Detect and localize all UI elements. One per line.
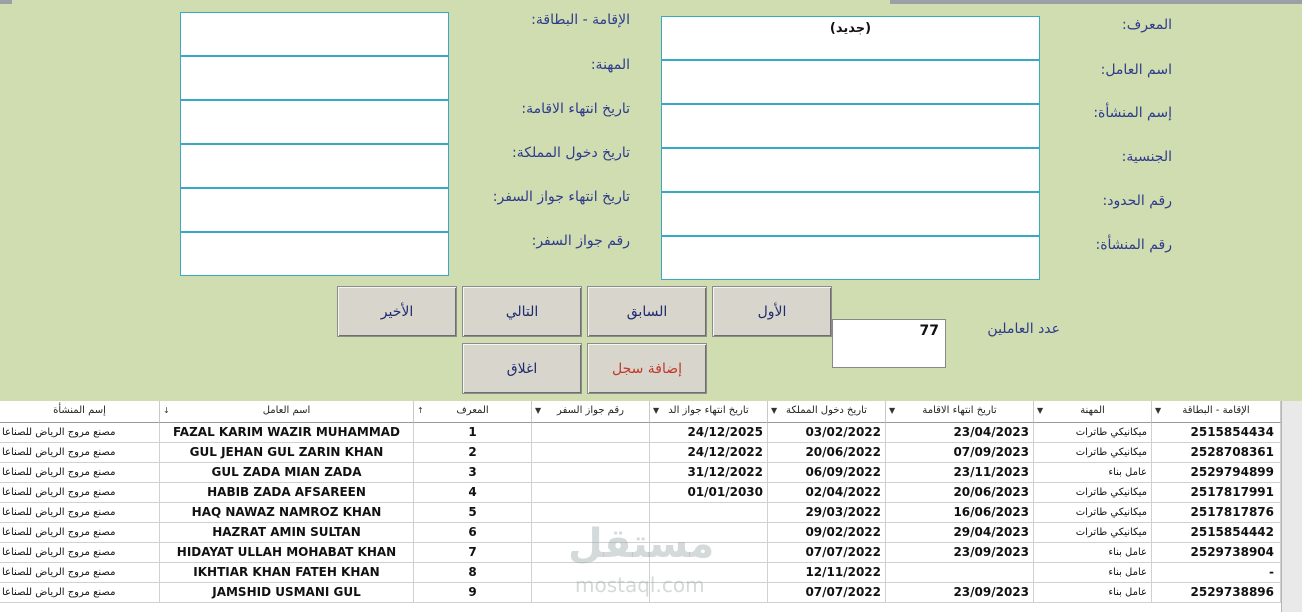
table-cell-profession[interactable]: عامل بناء [1034, 543, 1152, 563]
window-edge-left [0, 0, 12, 4]
border-number-field[interactable] [661, 192, 1040, 236]
table-cell-iqama_expiry[interactable]: 23/09/2023 [886, 583, 1034, 603]
table-cell-iqama[interactable]: 2529738904 [1152, 543, 1281, 563]
id-field[interactable] [661, 16, 1040, 60]
label-nationality: الجنسية: [1121, 149, 1172, 165]
table-cell-name[interactable]: JAMSHID USMANI GUL [160, 583, 414, 603]
table-cell-passport_number[interactable] [532, 503, 650, 523]
table-cell-iqama[interactable]: 2517817991 [1152, 483, 1281, 503]
table-cell-facility[interactable]: مصنع مروج الرياض للصناعا [0, 503, 160, 523]
table-cell-iqama_expiry[interactable]: 29/04/2023 [886, 523, 1034, 543]
table-cell-iqama_expiry[interactable]: 23/11/2023 [886, 463, 1034, 483]
header-profession[interactable]: المهنة ▼ [1034, 401, 1152, 423]
table-cell-facility[interactable]: مصنع مروج الرياض للصناعا [0, 483, 160, 503]
table-cell-passport_expiry[interactable]: 24/12/2025 [650, 423, 768, 443]
first-record-button[interactable]: الأول [712, 286, 832, 337]
table-cell-passport_expiry[interactable]: 01/01/2030 [650, 483, 768, 503]
label-passport-expiry: تاريخ انتهاء جواز السفر: [492, 189, 630, 205]
iqama-expiry-field[interactable] [180, 100, 449, 144]
label-iqama-expiry: تاريخ انتهاء الاقامة: [521, 101, 630, 117]
table-cell-passport_number[interactable] [532, 463, 650, 483]
records-datasheet [0, 401, 1302, 612]
table-cell-facility[interactable]: مصنع مروج الرياض للصناعا [0, 583, 160, 603]
table-cell-id[interactable]: 6 [414, 523, 532, 543]
table-cell-id[interactable]: 7 [414, 543, 532, 563]
table-cell-kingdom_entry[interactable]: 02/04/2022 [768, 483, 886, 503]
label-iqama-card: الإقامة - البطاقة: [531, 12, 630, 28]
previous-record-button[interactable]: السابق [587, 286, 707, 337]
header-worker-name[interactable]: اسم العامل ↓ [160, 401, 414, 423]
label-id: المعرف: [1122, 17, 1172, 33]
id-value: (جديد) [829, 21, 872, 36]
facility-name-field[interactable] [661, 104, 1040, 148]
worker-name-field[interactable] [661, 60, 1040, 104]
sort-ascending-icon[interactable]: ↑ [417, 406, 424, 415]
table-cell-id[interactable]: 4 [414, 483, 532, 503]
table-cell-profession[interactable]: عامل بناء [1034, 583, 1152, 603]
table-cell-kingdom_entry[interactable]: 07/07/2022 [768, 543, 886, 563]
table-cell-kingdom_entry[interactable]: 07/07/2022 [768, 583, 886, 603]
label-profession: المهنة: [590, 57, 630, 73]
label-passport-number: رقم جواز السفر: [531, 233, 630, 249]
window-edge [890, 0, 1302, 4]
table-cell-profession[interactable]: ميكانيكي طاترات [1034, 443, 1152, 463]
table-cell-id[interactable]: 2 [414, 443, 532, 463]
watermark-arabic: مستقل [568, 521, 715, 567]
nationality-field[interactable] [661, 148, 1040, 192]
table-cell-iqama_expiry[interactable]: 07/09/2023 [886, 443, 1034, 463]
header-kingdom-entry[interactable]: تاريخ دخول المملكة ▼ [768, 401, 886, 423]
facility-number-field[interactable] [661, 236, 1040, 280]
table-cell-facility[interactable]: مصنع مروج الرياض للصناعا [0, 563, 160, 583]
table-cell-iqama[interactable]: 2529738896 [1152, 583, 1281, 603]
worker-count-box [832, 319, 946, 368]
table-cell-id[interactable]: 3 [414, 463, 532, 483]
table-cell-name[interactable]: HIDAYAT ULLAH MOHABAT KHAN [160, 543, 414, 563]
table-cell-kingdom_entry[interactable]: 20/06/2022 [768, 443, 886, 463]
table-cell-iqama[interactable]: 2515854434 [1152, 423, 1281, 443]
add-record-button[interactable]: إضافة سجل [587, 343, 707, 394]
dropdown-arrow-icon[interactable]: ▼ [1037, 406, 1044, 415]
dropdown-arrow-icon[interactable]: ▼ [1155, 406, 1162, 415]
table-cell-passport_number[interactable] [532, 483, 650, 503]
table-cell-profession[interactable]: ميكانيكي طاترات [1034, 483, 1152, 503]
header-passport-number[interactable]: رقم جواز السفر ▼ [532, 401, 650, 423]
table-cell-name[interactable]: IKHTIAR KHAN FATEH KHAN [160, 563, 414, 583]
passport-number-field[interactable] [180, 232, 449, 276]
table-cell-name[interactable]: GUL ZADA MIAN ZADA [160, 463, 414, 483]
table-cell-name[interactable]: HABIB ZADA AFSAREEN [160, 483, 414, 503]
last-record-button[interactable]: الأخير [337, 286, 457, 337]
table-cell-kingdom_entry[interactable]: 29/03/2022 [768, 503, 886, 523]
table-cell-passport_number[interactable] [532, 423, 650, 443]
table-cell-iqama[interactable]: 2529794899 [1152, 463, 1281, 483]
dropdown-arrow-icon[interactable]: ▼ [771, 406, 778, 415]
table-cell-name[interactable]: GUL JEHAN GUL ZARIN KHAN [160, 443, 414, 463]
label-worker-name: اسم العامل: [1100, 62, 1172, 78]
table-cell-name[interactable]: FAZAL KARIM WAZIR MUHAMMAD [160, 423, 414, 443]
table-cell-facility[interactable]: مصنع مروج الرياض للصناعا [0, 443, 160, 463]
label-facility-number: رقم المنشأة: [1095, 237, 1172, 253]
profession-field[interactable] [180, 56, 449, 100]
table-cell-kingdom_entry[interactable]: 12/11/2022 [768, 563, 886, 583]
table-cell-facility[interactable]: مصنع مروج الرياض للصناعا [0, 463, 160, 483]
row-selector-column[interactable] [1281, 401, 1302, 612]
table-cell-kingdom_entry[interactable]: 03/02/2022 [768, 423, 886, 443]
table-cell-profession[interactable]: عامل بناء [1034, 463, 1152, 483]
watermark-latin: mostaql.com [575, 573, 705, 597]
header-facility-name[interactable]: إسم المنشأة [0, 401, 160, 423]
table-cell-iqama_expiry[interactable]: 20/06/2023 [886, 483, 1034, 503]
table-cell-facility[interactable]: مصنع مروج الرياض للصناعا [0, 423, 160, 443]
label-facility-name: إسم المنشأة: [1093, 105, 1172, 121]
dropdown-arrow-icon[interactable]: ▼ [889, 406, 896, 415]
header-id[interactable]: المعرف ↑ [414, 401, 532, 423]
close-button[interactable]: اغلاق [462, 343, 582, 394]
table-cell-name[interactable]: HAQ NAWAZ NAMROZ KHAN [160, 503, 414, 523]
worker-count-value: 77 [919, 323, 939, 339]
next-record-button[interactable]: التالي [462, 286, 582, 337]
table-cell-iqama_expiry[interactable]: 23/04/2023 [886, 423, 1034, 443]
table-cell-facility[interactable]: مصنع مروج الرياض للصناعا [0, 523, 160, 543]
table-cell-id[interactable]: 5 [414, 503, 532, 523]
passport-expiry-field[interactable] [180, 188, 449, 232]
table-cell-facility[interactable]: مصنع مروج الرياض للصناعا [0, 543, 160, 563]
table-cell-iqama_expiry[interactable] [886, 563, 1034, 583]
table-cell-profession[interactable]: عامل بناء [1034, 563, 1152, 583]
table-cell-profession[interactable]: ميكانيكي طاترات [1034, 423, 1152, 443]
table-cell-iqama_expiry[interactable]: 23/09/2023 [886, 543, 1034, 563]
header-passport-expiry[interactable]: تاريخ انتهاء جواز الد ▼ [650, 401, 768, 423]
table-cell-iqama[interactable]: - [1152, 563, 1281, 583]
dropdown-arrow-icon[interactable]: ▼ [535, 406, 542, 415]
table-cell-id[interactable]: 8 [414, 563, 532, 583]
table-cell-profession[interactable]: ميكانيكي طاترات [1034, 503, 1152, 523]
table-cell-iqama[interactable]: 2528708361 [1152, 443, 1281, 463]
table-cell-iqama_expiry[interactable]: 16/06/2023 [886, 503, 1034, 523]
table-cell-kingdom_entry[interactable]: 06/09/2022 [768, 463, 886, 483]
label-border-number: رقم الحدود: [1102, 193, 1172, 209]
table-cell-passport_expiry[interactable]: 24/12/2022 [650, 443, 768, 463]
dropdown-arrow-icon[interactable]: ▼ [653, 406, 660, 415]
table-cell-passport_number[interactable] [532, 443, 650, 463]
iqama-card-field[interactable] [180, 12, 449, 56]
header-iqama[interactable]: الإقامة - البطاقة ▼ [1152, 401, 1281, 423]
table-cell-iqama[interactable]: 2517817876 [1152, 503, 1281, 523]
table-cell-profession[interactable]: ميكانيكي طاترات [1034, 523, 1152, 543]
table-cell-passport_expiry[interactable]: 31/12/2022 [650, 463, 768, 483]
table-cell-name[interactable]: HAZRAT AMIN SULTAN [160, 523, 414, 543]
kingdom-entry-field[interactable] [180, 144, 449, 188]
table-cell-id[interactable]: 9 [414, 583, 532, 603]
table-cell-iqama[interactable]: 2515854442 [1152, 523, 1281, 543]
sort-icon[interactable]: ↓ [163, 406, 170, 415]
worker-count-label: عدد العاملين [987, 321, 1060, 337]
table-cell-kingdom_entry[interactable]: 09/02/2022 [768, 523, 886, 543]
label-kingdom-entry: تاريخ دخول المملكة: [512, 145, 630, 161]
table-cell-id[interactable]: 1 [414, 423, 532, 443]
table-cell-passport_expiry[interactable] [650, 503, 768, 523]
header-iqama-expiry[interactable]: تاريخ انتهاء الاقامة ▼ [886, 401, 1034, 423]
